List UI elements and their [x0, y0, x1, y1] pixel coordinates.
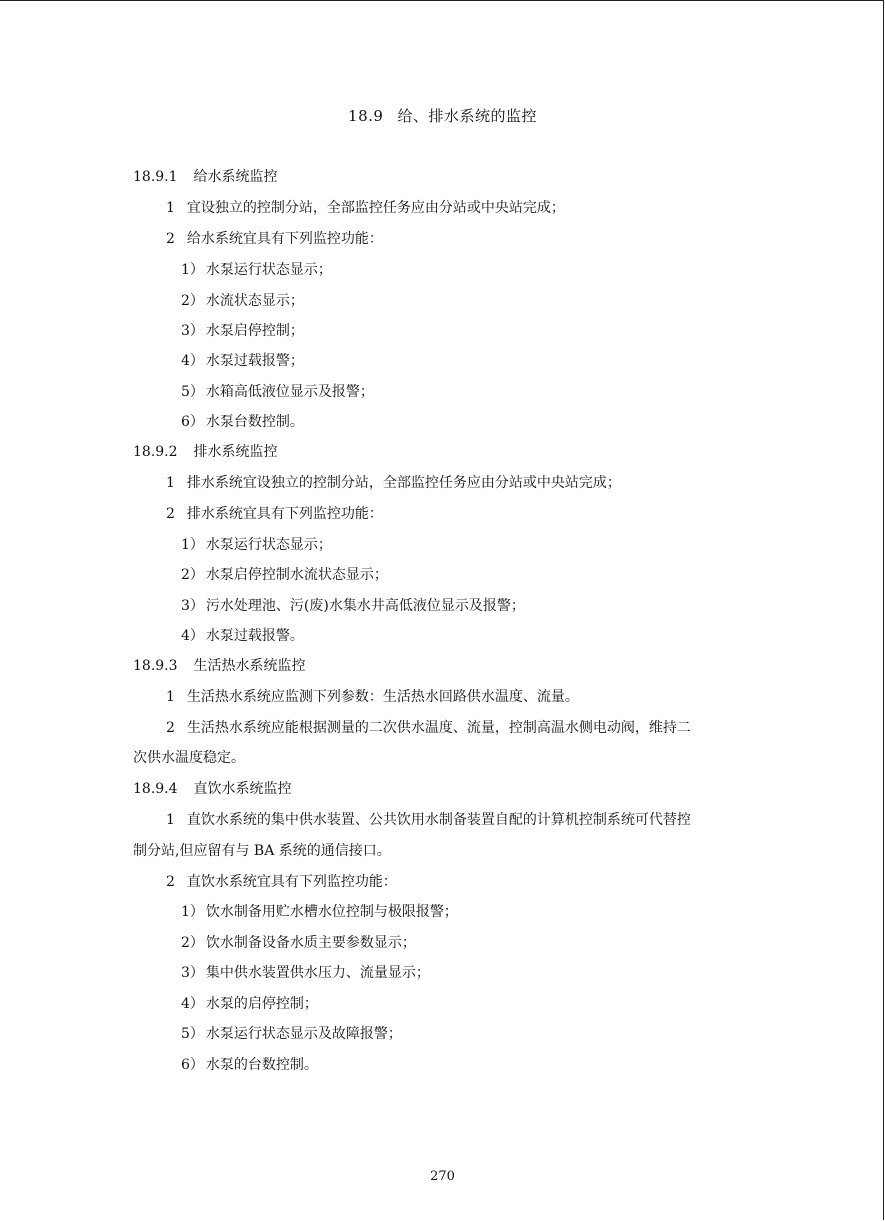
- clause-item: 2 给水系统宜具有下列监控功能：: [166, 231, 383, 247]
- page-number: 270: [430, 1169, 455, 1184]
- sub-item: 6） 水泵台数控制。: [181, 414, 304, 430]
- clause-item-continuation: 制分站,但应留有与 BA 系统的通信接口。: [133, 843, 391, 859]
- clause-item: 2 生活热水系统应能根据测量的二次供水温度、流量，控制高温水侧电动阀，维持二: [166, 720, 691, 736]
- clause-item: 1 排水系统宜设独立的控制分站，全部监控任务应由分站或中央站完成；: [166, 475, 621, 491]
- clause-item-continuation: 次供水温度稳定。: [133, 750, 245, 766]
- clause-heading-18-9-4: 18.9.4 直饮水系统监控: [133, 781, 292, 797]
- sub-item: 4） 水泵过载报警。: [181, 628, 304, 644]
- sub-item: 3） 污水处理池、污(废)水集水井高低液位显示及报警；: [181, 598, 525, 614]
- section-title: [0, 105, 885, 126]
- clause-item: 2 排水系统宜具有下列监控功能：: [166, 506, 383, 522]
- sub-item: 5） 水泵运行状态显示及故障报警；: [181, 1026, 402, 1042]
- sub-item: 3） 水泵启停控制；: [181, 323, 304, 339]
- sub-item: 3） 集中供水装置供水压力、流量显示；: [181, 965, 430, 981]
- clause-item: 1 生活热水系统应监测下列参数：生活热水回路供水温度、流量。: [166, 689, 579, 705]
- section-title-number: 18.9: [348, 107, 384, 125]
- sub-item: 4） 水泵的启停控制；: [181, 996, 318, 1012]
- clause-item: 1 宜设独立的控制分站，全部监控任务应由分站或中央站完成；: [166, 200, 565, 216]
- clause-heading-18-9-2: 18.9.2 排水系统监控: [133, 444, 278, 460]
- clause-item: 2 直饮水系统宜具有下列监控功能：: [166, 874, 397, 890]
- sub-item: 2） 水泵启停控制水流状态显示；: [181, 567, 388, 583]
- clause-heading-18-9-1: 18.9.1 给水系统监控: [133, 169, 278, 185]
- sub-item: 1） 饮水制备用贮水槽水位控制与极限报警；: [181, 904, 458, 920]
- sub-item: 1） 水泵运行状态显示；: [181, 537, 332, 553]
- sub-item: 4） 水泵过载报警；: [181, 353, 304, 369]
- clause-item: 1 直饮水系统的集中供水装置、公共饮用水制备装置自配的计算机控制系统可代替控: [166, 812, 691, 828]
- clause-heading-18-9-3: 18.9.3 生活热水系统监控: [133, 658, 306, 674]
- sub-item: 5） 水箱高低液位显示及报警；: [181, 384, 374, 400]
- section-title-text: 给、排水系统的监控: [397, 107, 537, 125]
- sub-item: 2） 饮水制备设备水质主要参数显示；: [181, 935, 416, 951]
- sub-item: 2） 水流状态显示；: [181, 293, 304, 309]
- sub-item: 6） 水泵的台数控制。: [181, 1057, 318, 1073]
- sub-item: 1） 水泵运行状态显示；: [181, 262, 332, 278]
